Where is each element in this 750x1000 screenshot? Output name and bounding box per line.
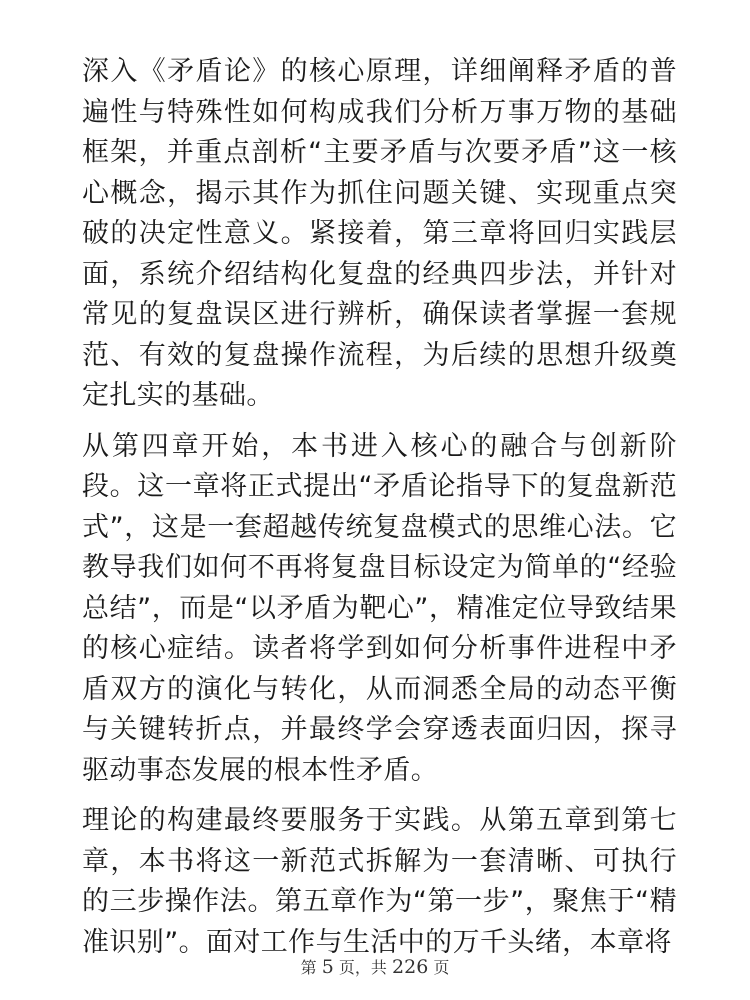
- page-number: 5: [321, 956, 334, 978]
- page-footer: [0, 955, 750, 978]
- paragraph-1: 深入《矛盾论》的核心原理，详细阐释矛盾的普遍性与特殊性如何构成我们分析万事万物的基础框架，并重点剖析“主要矛盾与次要矛盾”这一核心概念，揭示其作为抓住问题关键、实现重点突破的决定性意义。紧接着，第三章将回归实践层面，系统介绍结构化复盘的经典四步法，并针对常见的复盘误区进行辨析，确保读者掌握一套规范、有效的复盘操作流程，为后续的思想升级奠定扎实的基础。: [82, 56, 677, 411]
- paragraph-2: 从第四章开始，本书进入核心的融合与创新阶段。这一章将正式提出“矛盾论指导下的复盘新范式”，这是一套超越传统复盘模式的思维心法。它教导我们如何不再将复盘目标设定为简单的“经验总结”，而是“以矛盾为靶心”，精准定位导致结果的核心症结。读者将学到如何分析事件进程中矛盾双方的演化与转化，从而洞悉全局的动态平衡与关键转折点，并最终学会穿透表面归因，探寻驱动事态发展的根本性矛盾。: [82, 430, 677, 786]
- footer-prefix: 第: [300, 958, 317, 977]
- footer-middle: 页，共: [338, 958, 387, 977]
- total-pages: 226: [392, 956, 429, 978]
- footer-suffix: 页: [433, 958, 450, 977]
- paragraph-3: 理论的构建最终要服务于实践。从第五章到第七章，本书将这一新范式拆解为一套清晰、可执行的三步操作法。第五章作为“第一步”，聚焦于“精准识别”。面对工作与生活中的万千头绪，本章将: [82, 805, 677, 958]
- body-text: [82, 52, 677, 963]
